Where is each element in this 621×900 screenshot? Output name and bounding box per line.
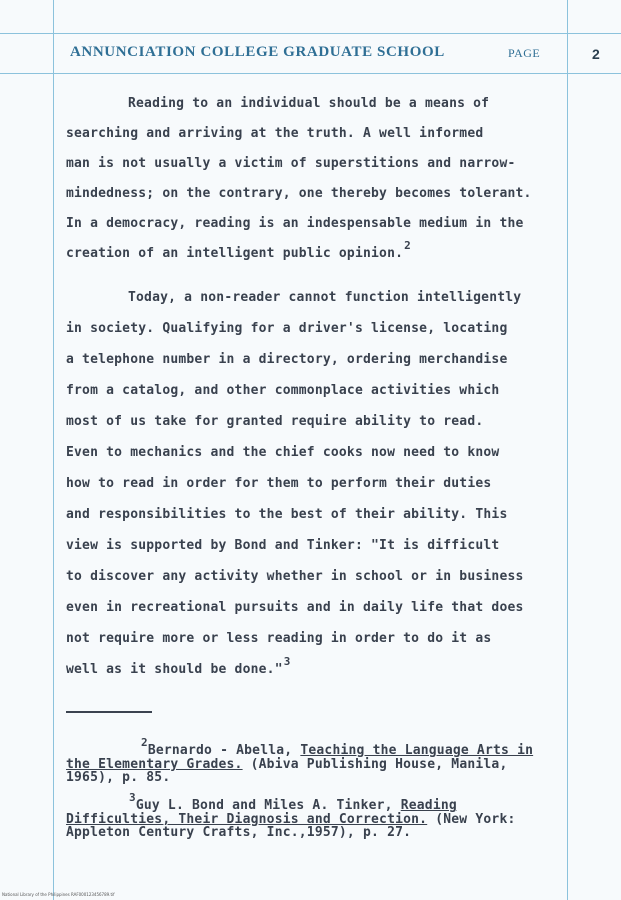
body-line: In a democracy, reading is an indespensable medium in the bbox=[66, 216, 524, 231]
body-line: Even to mechanics and the chief cooks now need to know bbox=[66, 445, 500, 460]
footnote-2-title-part2: the Elementary Grades. bbox=[66, 757, 243, 772]
margin-line-right bbox=[567, 0, 568, 900]
footnote-separator bbox=[66, 711, 152, 713]
body-line: a telephone number in a directory, ordering merchandise bbox=[66, 352, 508, 367]
footnote-3-line-3: Appleton Century Crafts, Inc.,1957), p. 27. bbox=[66, 825, 412, 840]
body-line-text: creation of an intelligent public opinion. bbox=[66, 246, 404, 261]
margin-line-left bbox=[53, 0, 54, 900]
footnote-3-title-part1: Reading bbox=[400, 798, 457, 813]
body-line: most of us take for granted require ability to read. bbox=[66, 414, 484, 429]
footnote-3-publisher: (New York: bbox=[427, 812, 516, 827]
body-line: even in recreational pursuits and in daily life that does bbox=[66, 600, 524, 615]
footnote-2-publisher: (Abiva Publishing House, Manila, bbox=[242, 757, 508, 772]
body-line: Today, a non-reader cannot function intelligently bbox=[128, 290, 522, 305]
footnote-3-title-part2: Difficulties, Their Diagnosis and Correction. bbox=[66, 812, 428, 827]
page-number: 2 bbox=[592, 46, 600, 62]
body-line: man is not usually a victim of superstitions and narrow- bbox=[66, 156, 516, 171]
footnote-3-mark: 3 bbox=[129, 791, 136, 804]
footnote-2-mark: 2 bbox=[141, 736, 148, 749]
footnote-2-title-part1: Teaching the Language Arts in bbox=[300, 743, 534, 758]
body-line: and responsibilities to the best of their ability. This bbox=[66, 507, 508, 522]
document-header-title: ANNUNCIATION COLLEGE GRADUATE SCHOOL bbox=[70, 44, 445, 60]
body-line: how to read in order for them to perform their duties bbox=[66, 476, 492, 491]
footnote-2-line-3: 1965), p. 85. bbox=[66, 770, 171, 785]
body-line: view is supported by Bond and Tinker: "It is difficult bbox=[66, 538, 500, 553]
body-line: in society. Qualifying for a driver's license, locating bbox=[66, 321, 508, 336]
body-line: searching and arriving at the truth. A well informed bbox=[66, 126, 484, 141]
body-line bbox=[66, 239, 411, 261]
footnote-3-author: Guy L. Bond and Miles A. Tinker, bbox=[135, 798, 401, 813]
footnote-3-line-1 bbox=[128, 791, 457, 813]
footnote-ref-3: 3 bbox=[283, 655, 291, 668]
header-rule-bottom bbox=[0, 73, 621, 74]
header-rule-top bbox=[0, 33, 621, 34]
body-line-text: well as it should be done." bbox=[66, 662, 283, 677]
body-line: to discover any activity whether in school or in business bbox=[66, 569, 524, 584]
body-line: not require more or less reading in order to do it as bbox=[66, 631, 492, 646]
footnote-2-author: Bernardo - Abella, bbox=[147, 743, 301, 758]
body-line: Reading to an individual should be a means of bbox=[128, 96, 490, 111]
body-line: from a catalog, and other commonplace activities which bbox=[66, 383, 500, 398]
body-line: mindedness; on the contrary, one thereby becomes tolerant. bbox=[66, 186, 532, 201]
body-line bbox=[66, 655, 291, 677]
page-label: PAGE bbox=[508, 46, 541, 60]
scan-footer-text: National Library of the Philippines RAF000123456789.tif bbox=[2, 892, 115, 897]
footnote-2-line-1 bbox=[140, 736, 534, 758]
footnote-ref-2: 2 bbox=[404, 239, 411, 252]
